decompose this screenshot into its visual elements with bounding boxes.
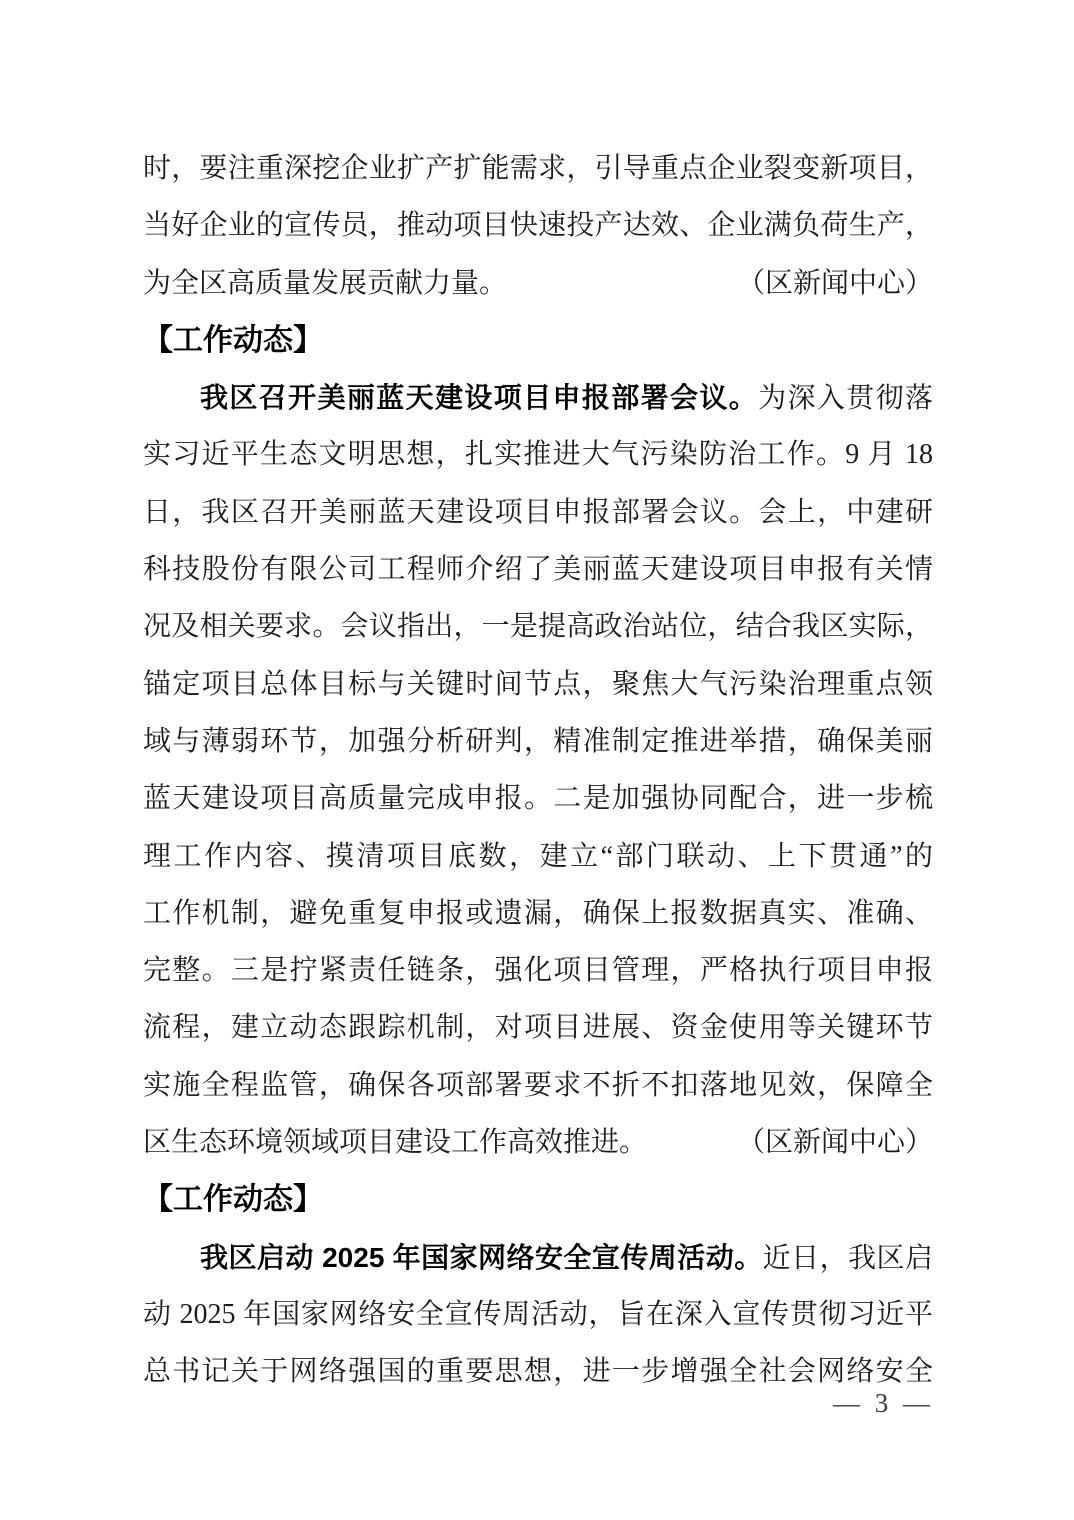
body-line: 蓝天建设项目高质量完成申报。二是加强协同配合，进一步梳 [143,783,933,815]
body-line: 日，我区召开美丽蓝天建设项目申报部署会议。会上，中建研 [143,496,933,528]
body-line-text: 为深入贯彻落 [758,383,933,415]
body-line: 完整。三是拧紧责任链条，强化项目管理，严格执行项目申报 [143,955,933,987]
body-line: 理工作内容、摸清项目底数，建立“部门联动、上下贯通”的 [143,840,933,872]
body-line: 实习近平生态文明思想，扎实推进大气污染防治工作。9 月 18 [143,439,933,471]
news-first-line [143,369,933,426]
body-line-text: 近日，我区启 [762,1242,933,1274]
page-number: — 3 — [833,1388,934,1418]
body-line: 当好企业的宣传员，推动项目快速投产达效、企业满负荷生产， [143,210,933,242]
body-line: 动 2025 年国家网络安全宣传周活动，旨在深入宣传贯彻习近平 [143,1298,933,1330]
section-heading: 【工作动态】 [143,323,323,357]
body-line: 况及相关要求。会议指出，一是提高政治站位，结合我区实际， [143,611,933,643]
section-heading: 【工作动态】 [143,1183,323,1217]
body-line: 时，要注重深挖企业扩产扩能需求，引导重点企业裂变新项目， [143,153,933,184]
attribution: （区新闻中心） [736,267,933,299]
attribution: （区新闻中心） [736,1127,933,1159]
document-body [143,140,933,1401]
paragraph-end-line [143,255,933,312]
paragraph-end-line [143,1114,933,1171]
body-line: 科技股份有限公司工程师介绍了美丽蓝天建设项目申报有关情 [143,554,933,586]
news-first-line [143,1229,933,1286]
news-title: 我区启动 2025 年国家网络安全宣传周活动。 [200,1241,763,1273]
body-line-text: 区生态环境领域项目建设工作高效推进。 [143,1127,648,1159]
body-line: 域与薄弱环节，加强分析研判，精准制定推进举措，确保美丽 [143,725,933,757]
body-line: 实施全程监管，确保各项部署要求不折不扣落地见效，保障全 [143,1069,933,1101]
news-title: 我区召开美丽蓝天建设项目申报部署会议。 [200,382,759,414]
body-line: 总书记关于网络强国的重要思想，进一步增强全社会网络安全 [143,1356,933,1388]
body-line: 锚定项目总体目标与关键时间节点，聚焦大气污染治理重点领 [143,668,933,700]
body-line: 流程，建立动态跟踪机制，对项目进展、资金使用等关键环节 [143,1012,933,1044]
body-line-text: 为全区高质量发展贡献力量。 [143,267,508,299]
body-line: 工作机制，避免重复申报或遗漏，确保上报数据真实、准确、 [143,897,933,929]
